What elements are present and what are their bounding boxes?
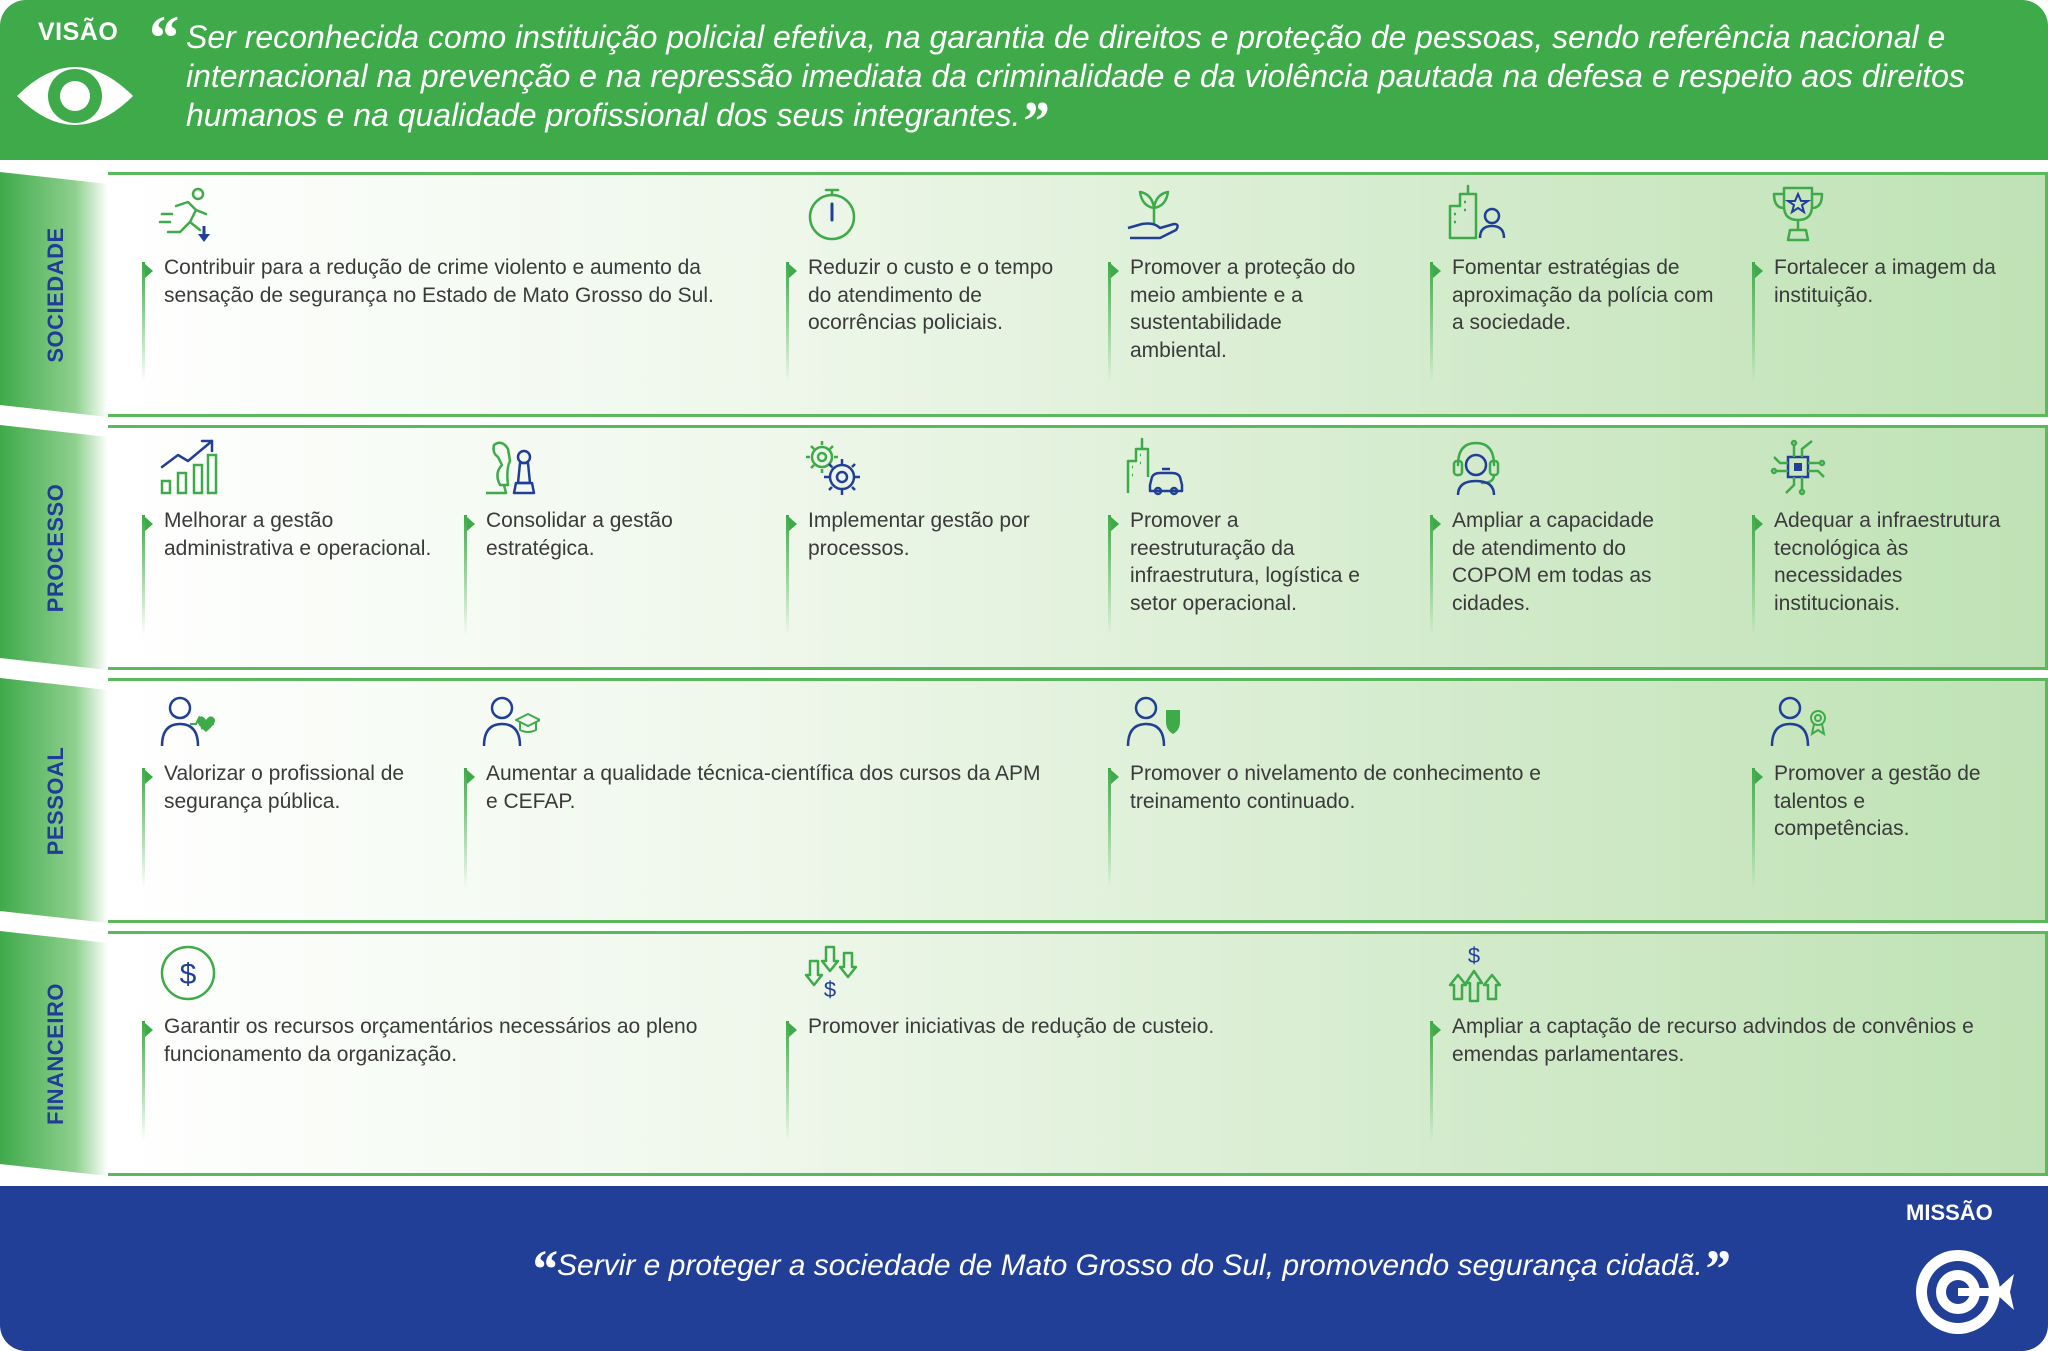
objective-text: Aumentar a qualidade técnica-científica dos cursos da APM e CEFAP.: [486, 762, 1041, 813]
vision-quote-open: “: [146, 2, 178, 73]
city-car-icon: [1124, 437, 1184, 497]
circuit-icon: [1768, 437, 1828, 497]
mission-banner: [0, 1186, 2048, 1351]
person-graduation-icon: [480, 690, 540, 750]
perspective-row-sociedade: [0, 172, 2048, 417]
mission-statement: [530, 1239, 1830, 1299]
perspective-label: PROCESSO: [43, 483, 68, 612]
objective-text: Implementar gestão por processos.: [808, 509, 1030, 560]
eye-icon: [14, 52, 136, 140]
stopwatch-icon: [802, 184, 862, 244]
community-icon: [1446, 184, 1506, 244]
objective-text: Promover a proteção do meio ambiente e a sustentabilidade ambiental.: [1130, 256, 1356, 362]
person-heart-icon: [158, 690, 218, 750]
perspective-tab: [0, 425, 108, 670]
objective-text: Reduzir o custo e o tempo do atendimento de ocorrências policiais.: [808, 256, 1054, 334]
objective-text: Adequar a infraestrutura tecnológica às necessidades institucionais.: [1774, 509, 2001, 615]
svg-text:$: $: [1467, 943, 1481, 968]
dollar-coin-icon: [158, 943, 218, 1003]
objective-text: Ampliar a capacidade de atendimento do COPOM em todas as cidades.: [1452, 509, 1654, 615]
vision-banner: [0, 0, 2048, 160]
vision-label: VISÃO: [38, 18, 119, 46]
objective-text: Promover iniciativas de redução de custeio.: [808, 1015, 1215, 1038]
objective-text: Ampliar a captação de recurso advindos de convênios e emendas parlamentares.: [1452, 1015, 1974, 1066]
perspective-label: PESSOAL: [43, 746, 68, 855]
objective-text: Promover a gestão de talentos e competências.: [1774, 762, 1981, 840]
plant-hand-icon: [1124, 184, 1184, 244]
chess-icon: [480, 437, 540, 497]
perspective-row-processo: [0, 425, 2048, 670]
objective-text: Promover o nivelamento de conhecimento e treinamento continuado.: [1130, 762, 1541, 813]
headset-icon: [1446, 437, 1506, 497]
mission-quote-close: ”: [1702, 1239, 1730, 1299]
trophy-icon: [1768, 184, 1828, 244]
objective-text: Contribuir para a redução de crime violento e aumento da sensação de segurança no Estado de Mato Grosso do Sul.: [164, 256, 714, 307]
svg-text:$: $: [179, 958, 197, 991]
dollar-up-arrows-icon: [1446, 943, 1506, 1003]
perspective-label: FINANCEIRO: [43, 982, 68, 1125]
objective-text: Promover a reestruturação da infraestrutura, logística e setor operacional.: [1130, 509, 1360, 615]
objective-text: Fomentar estratégias de aproximação da polícia com a sociedade.: [1452, 256, 1714, 334]
gears-icon: [802, 437, 862, 497]
person-medal-icon: [1768, 690, 1828, 750]
perspective-tab: [0, 931, 108, 1176]
vision-quote-close: ”: [1020, 91, 1049, 153]
perspective-label: SOCIEDADE: [43, 226, 68, 363]
growth-chart-icon: [158, 437, 218, 497]
target-arrow-icon: [1906, 1238, 2018, 1342]
perspective-row-pessoal: [0, 678, 2048, 923]
objective-text: Fortalecer a imagem da instituição.: [1774, 256, 1996, 307]
runner-icon: [158, 184, 218, 244]
mission-text: Servir e proteger a sociedade de Mato Grosso do Sul, promovendo segurança cidadã.: [557, 1249, 1703, 1282]
objective-text: Garantir os recursos orçamentários necessários ao pleno funcionamento da organização.: [164, 1015, 698, 1066]
perspective-tab: [0, 678, 108, 923]
person-shield-icon: [1124, 690, 1184, 750]
objective-text: Consolidar a gestão estratégica.: [486, 509, 673, 560]
perspective-tab: [0, 172, 108, 417]
objective-text: Valorizar o profissional de segurança pública.: [164, 762, 405, 813]
mission-label: MISSÃO: [1906, 1200, 1993, 1225]
dollar-down-arrows-icon: [802, 943, 862, 1003]
objective-text: Melhorar a gestão administrativa e operacional.: [164, 509, 432, 560]
perspective-row-financeiro: [0, 931, 2048, 1176]
svg-text:$: $: [823, 977, 837, 1002]
vision-statement: [186, 18, 1986, 153]
mission-quote-open: “: [530, 1239, 557, 1299]
vision-text: Ser reconhecida como instituição policial efetiva, na garantia de direitos e proteção de pessoas, sendo referência nacional e internacional na prevenção e na repressão imediata da criminalidade e da violência pautada na defesa e respeito aos direitos humanos e na qualidade profissional dos seus integrantes.: [186, 19, 1965, 133]
